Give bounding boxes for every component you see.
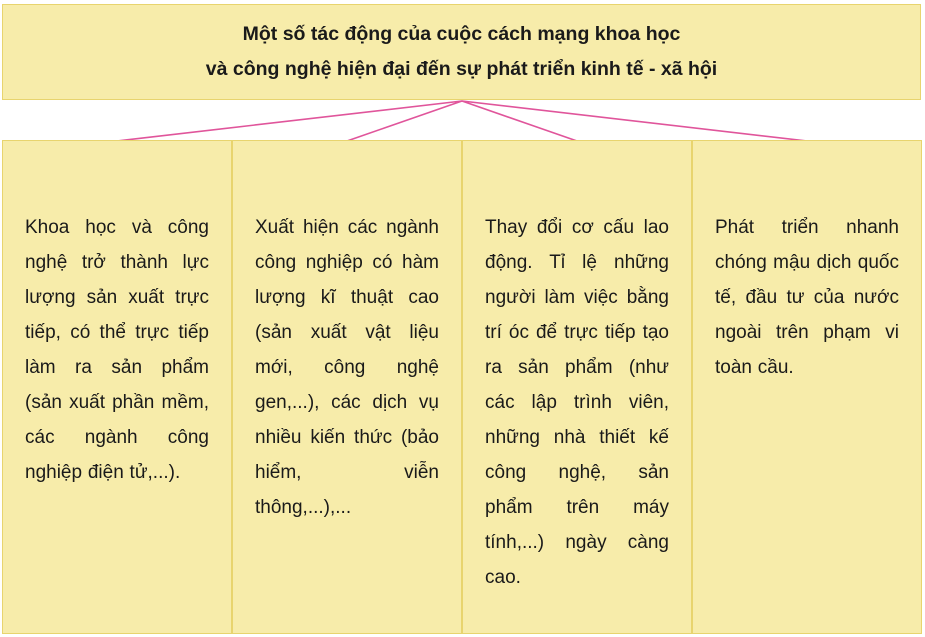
connector-lines: [0, 0, 925, 140]
impact-text-4: Phát triển nhanh chóng mậu dịch quốc tế, đầu tư của nước ngoài trên phạm vi toàn cầu.: [715, 217, 899, 378]
impact-text-3: Thay đổi cơ cấu lao động. Tỉ lệ những người làm việc bằng trí óc để trực tiếp tạo ra sản phẩm (như các lập trình viên, những nhà thiết kế công nghệ, sản phẩm trên máy tính,...) ngày càng cao.: [485, 217, 669, 588]
diagram-title-line-2: và công nghệ hiện đại đến sự phát triển kinh tế - xã hội: [205, 58, 718, 80]
impact-box-2: [232, 140, 462, 634]
connector-line-4: [462, 101, 807, 140]
connector-line-3: [462, 101, 577, 140]
diagram-title-line-1: Một số tác động của cuộc cách mạng khoa học: [242, 23, 681, 45]
impact-box-3: [462, 140, 692, 634]
connector-line-1: [117, 101, 462, 140]
impact-text-2: Xuất hiện các ngành công nghiệp có hàm lượng kĩ thuật cao (sản xuất vật liệu mới, công nghệ gen,...), các dịch vụ nhiều kiến thức (bảo hiểm, viễn thông,...),...: [255, 217, 439, 518]
impact-text-1: Khoa học và công nghệ trở thành lực lượng sản xuất trực tiếp, có thể trực tiếp làm ra sản phẩm (sản xuất phần mềm, các ngành công nghiệp điện tử,...).: [25, 217, 209, 483]
impact-box-1: [2, 140, 232, 634]
connector-line-2: [347, 101, 462, 140]
impact-box-4: [692, 140, 922, 634]
